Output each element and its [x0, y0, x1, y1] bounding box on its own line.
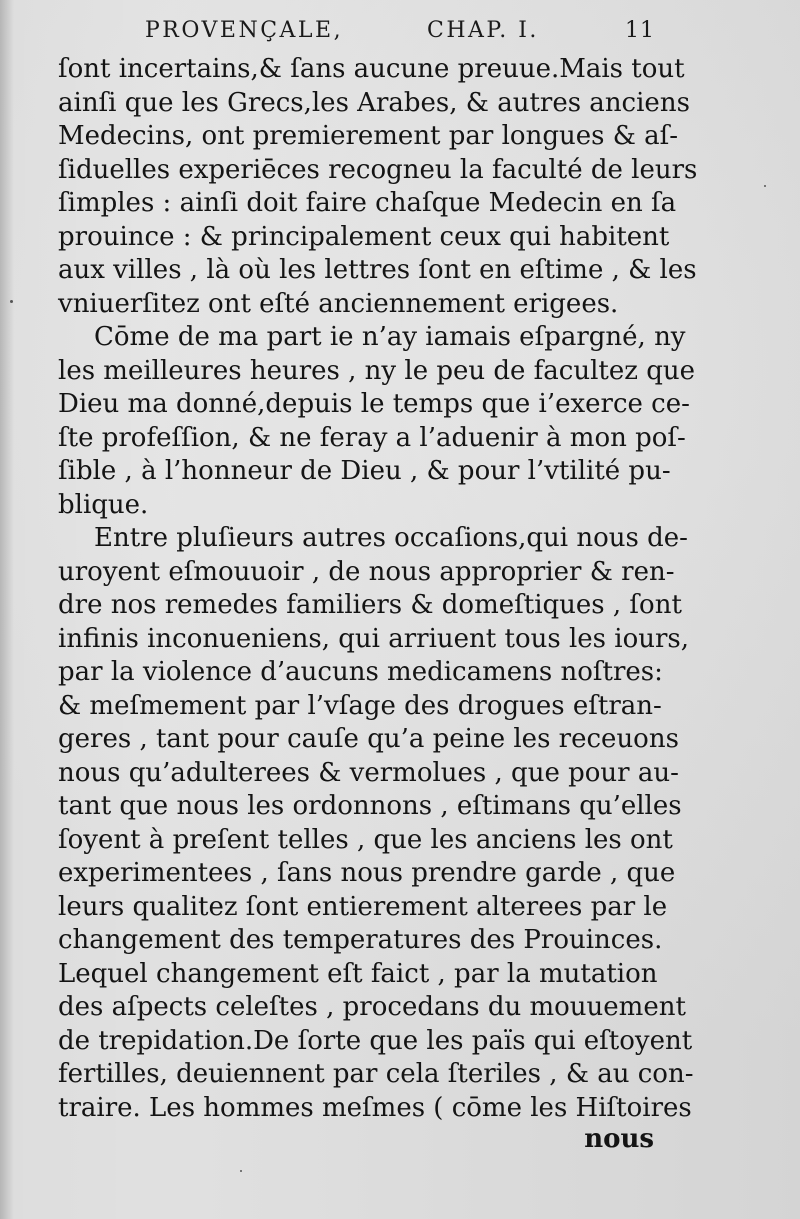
text-line: leurs qualitez ſont entierement alterees par le [58, 891, 668, 922]
text-line: aux villes , là où les lettres ſont en eſtime , & les [58, 255, 697, 285]
text-line: Lequel changement eſt faict , par la mutation [58, 958, 658, 989]
text-line: uroyent eſmouuoir , de nous approprier & ren- [58, 556, 675, 587]
catchword: nous [584, 1124, 654, 1154]
text-line: infinis inconueniens, qui arriuent tous les iours, [58, 623, 690, 654]
text-line: des aſpects celeſtes , procedans du mouuement [58, 992, 686, 1022]
text-line: experimentees , ſans nous prendre garde , que [58, 858, 676, 888]
text-line: & meſmement par l’vſage des drogues eſtran- [58, 690, 662, 721]
text-line: ainſi que les Grecs,les Arabes, & autres anciens [58, 87, 690, 118]
text-line: par la violence d’aucuns medicamens noſtres: [58, 657, 663, 687]
text-line: geres , tant pour cauſe qu’a peine les receuons [58, 724, 679, 754]
ink-speck [240, 1170, 242, 1172]
gutter-shadow [0, 0, 14, 1219]
ink-speck [10, 300, 13, 303]
paragraph-start-line: Entre pluſieurs autres occaſions,qui nous de- [94, 523, 688, 553]
text-line: ſiduelles experiēces recogneu la faculté de leurs [58, 154, 698, 185]
text-line: dre nos remedes familiers & domeſtiques , ſont [58, 590, 682, 620]
text-line: blique. [58, 489, 149, 520]
text-line: nous qu’adulterees & vermolues , que pour au- [58, 757, 679, 788]
ink-speck [764, 185, 766, 187]
body-text [58, 53, 698, 1125]
text-line: les meilleures heures , ny le peu de facultez que [58, 355, 695, 386]
text-line: ſible , à l’honneur de Dieu , & pour l’vtilité pu- [58, 456, 671, 486]
text-line: changement des temperatures des Prouinces. [58, 925, 663, 955]
text-line: traire. Les hommes meſmes ( cōme les Hiſtoires [58, 1092, 692, 1123]
text-line: vniuerſitez ont eſté anciennement erigees. [58, 288, 619, 319]
text-line: tant que nous les ordonnons , eſtimans qu’elles [58, 791, 682, 821]
paragraph-start-line: Cōme de ma part ie n’ay iamais eſpargné, ny [94, 322, 686, 352]
chapter-label: CHAP. I. [427, 18, 539, 43]
text-line: Medecins, ont premierement par longues & aſ- [58, 121, 679, 151]
folio-number: 11 [625, 18, 655, 43]
text-line: ſont incertains,& ſans aucune preuue.Mais tout [58, 54, 685, 84]
text-line: de trepidation.De ſorte que les païs qui eſtoyent [58, 1025, 693, 1056]
running-title: PROVENÇALE, [145, 18, 344, 43]
page-header [145, 14, 655, 50]
text-line: ſoyent à preſent telles , que les anciens les ont [58, 824, 673, 855]
text-line: ſimples : ainſi doit faire chaſque Medecin en ſa [58, 188, 677, 218]
text-line: ſte profeſſion, & ne feray a l’aduenir à mon poſ- [58, 422, 686, 453]
text-line: prouince : & principalement ceux qui habitent [58, 221, 670, 252]
text-line: fertilles, deuiennent par cela ſteriles , & au con- [58, 1059, 694, 1089]
text-line: Dieu ma donné,depuis le temps que i’exerce ce- [58, 389, 690, 419]
